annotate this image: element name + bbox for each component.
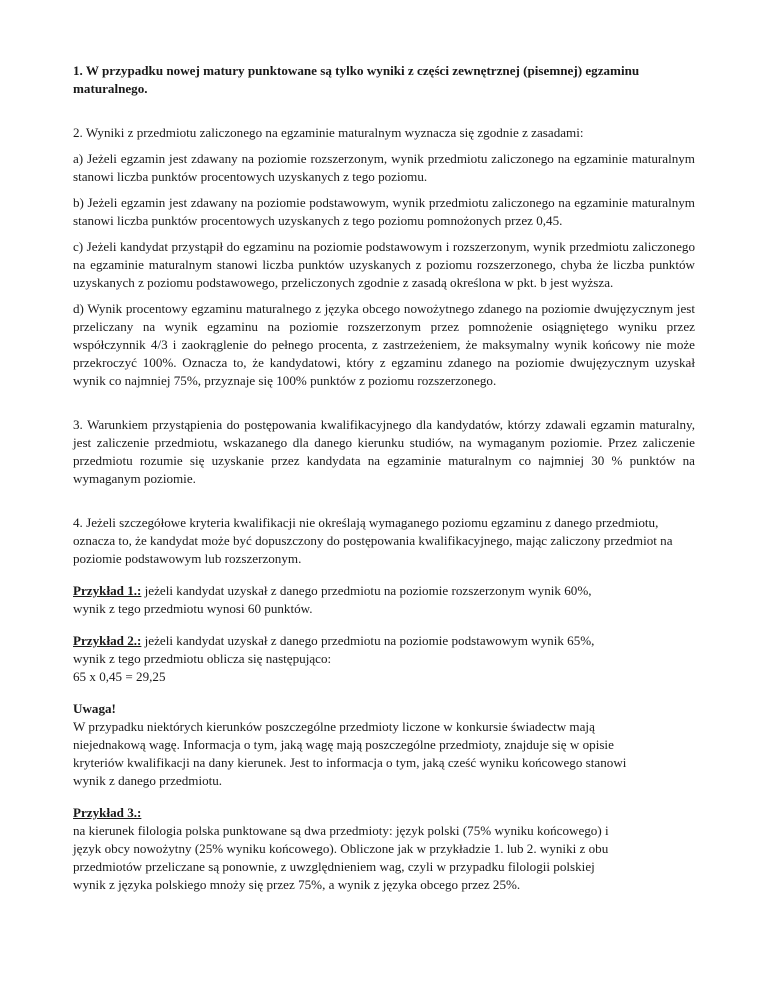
note-line-2: niejednakową wagę. Informacja o tym, jaką wagę mają poszczególne przedmioty, znajduje się w opisie <box>73 737 614 752</box>
example-3-line-4: wynik z języka polskiego mnoży się przez 75%, a wynik z języka obcego przez 25%. <box>73 877 521 892</box>
example-3-line-3: przedmiotów przeliczane są ponownie, z uwzględnieniem wag, czyli w przypadku filologii polskiej <box>73 859 595 874</box>
note <box>73 700 695 790</box>
note-title: Uwaga! <box>73 701 116 716</box>
note-line-3: kryteriów kwalifikacji na dany kierunek. Jest to informacja o tym, jaką cześć wyniku końcowego stanowi <box>73 755 627 770</box>
point-2c: c) Jeżeli kandydat przystąpił do egzaminu na poziomie podstawowym i rozszerzonym, wynik przedmiotu zaliczonego na egzaminie maturalnym stanowi liczba punktów uzyskanych z poziomu rozszerzonego, chyba że liczba punktów uzyskanych z poziomu podstawowego, przeliczonych zgodnie z zasadą określona w pkt. b jest wyższa. <box>73 239 695 290</box>
point-1: 1. W przypadku nowej matury punktowane są tylko wyniki z części zewnętrznej (pisemnej) egzaminu maturalnego. <box>73 63 640 96</box>
example-2-line-2: wynik z tego przedmiotu oblicza się następująco: <box>73 651 332 666</box>
note-line-1: W przypadku niektórych kierunków poszczególne przedmioty liczone w konkursie świadectw mają <box>73 719 595 734</box>
point-2d: d) Wynik procentowy egzaminu maturalnego z języka obcego nowożytnego zdanego na poziomie dwujęzycznym jest przeliczany na wynik egzaminu na poziomie rozszerzonym przez pomnożenie osiągniętego wyniku przez współczynnik 4/3 i zaokrąglenie do pełnego procenta, z zastrzeżeniem, że maksymalny wynik końcowy nie może przekroczyć 100%. Oznacza to, że kandydatowi, który z egzaminu zdanego na poziomie dwujęzycznym uzyskał wynik co najmniej 75%, przyznaje się 100% punktów z poziomu rozszerzonego. <box>73 301 695 388</box>
example-2-line-3: 65 x 0,45 = 29,25 <box>73 669 166 684</box>
example-3-line-1: na kierunek filologia polska punktowane są dwa przedmioty: język polski (75% wyniku końcowego) i <box>73 823 609 838</box>
point-3: 3. Warunkiem przystąpienia do postępowania kwalifikacyjnego dla kandydatów, którzy zdawali egzamin maturalny, jest zaliczenie przedmiotu, wskazanego dla danego kierunku studiów, na wymaganym poziomie. Przez zaliczenie przedmiotu rozumie się uzyskanie przez kandydata na egzaminie maturalnym co najmniej 30 % punktów na wymaganym poziomie. <box>73 417 695 486</box>
example-1-line-2: wynik z tego przedmiotu wynosi 60 punktów. <box>73 601 313 616</box>
example-2-line-1: jeżeli kandydat uzyskał z danego przedmiotu na poziomie podstawowym wynik 65%, <box>141 633 595 648</box>
note-line-4: wynik z danego przedmiotu. <box>73 773 223 788</box>
example-1-label: Przykład 1.: <box>73 583 142 598</box>
example-2-label: Przykład 2.: <box>73 633 142 648</box>
example-1-line-1: jeżeli kandydat uzyskał z danego przedmiotu na poziomie rozszerzonym wynik 60%, <box>141 583 592 598</box>
point-2-intro: 2. Wyniki z przedmiotu zaliczonego na egzaminie maturalnym wyznacza się zgodnie z zasadami: <box>73 125 584 140</box>
example-3-label: Przykład 3.: <box>73 805 142 820</box>
example-2 <box>73 632 695 686</box>
example-3 <box>73 804 695 894</box>
point-4: 4. Jeżeli szczegółowe kryteria kwalifikacji nie określają wymaganego poziomu egzaminu z danego przedmiotu, oznacza to, że kandydat może być dopuszczony do postępowania kwalifikacyjnego, mając zaliczony przedmiot na poziomie podstawowym lub rozszerzonym. <box>73 515 673 566</box>
example-3-line-2: język obcy nowożytny (25% wyniku końcowego). Obliczone jak w przykładzie 1. lub 2. wyniki z obu <box>73 841 609 856</box>
example-1 <box>73 582 695 618</box>
point-2b: b) Jeżeli egzamin jest zdawany na poziomie podstawowym, wynik przedmiotu zaliczonego na egzaminie maturalnym stanowi liczba punktów procentowych uzyskanych z tego poziomu pomnożonych przez 0,45. <box>73 195 695 228</box>
point-2a: a) Jeżeli egzamin jest zdawany na poziomie rozszerzonym, wynik przedmiotu zaliczonego na egzaminie maturalnym stanowi liczba punktów procentowych uzyskanych z tego poziomu. <box>73 151 695 184</box>
document-page <box>73 62 695 894</box>
